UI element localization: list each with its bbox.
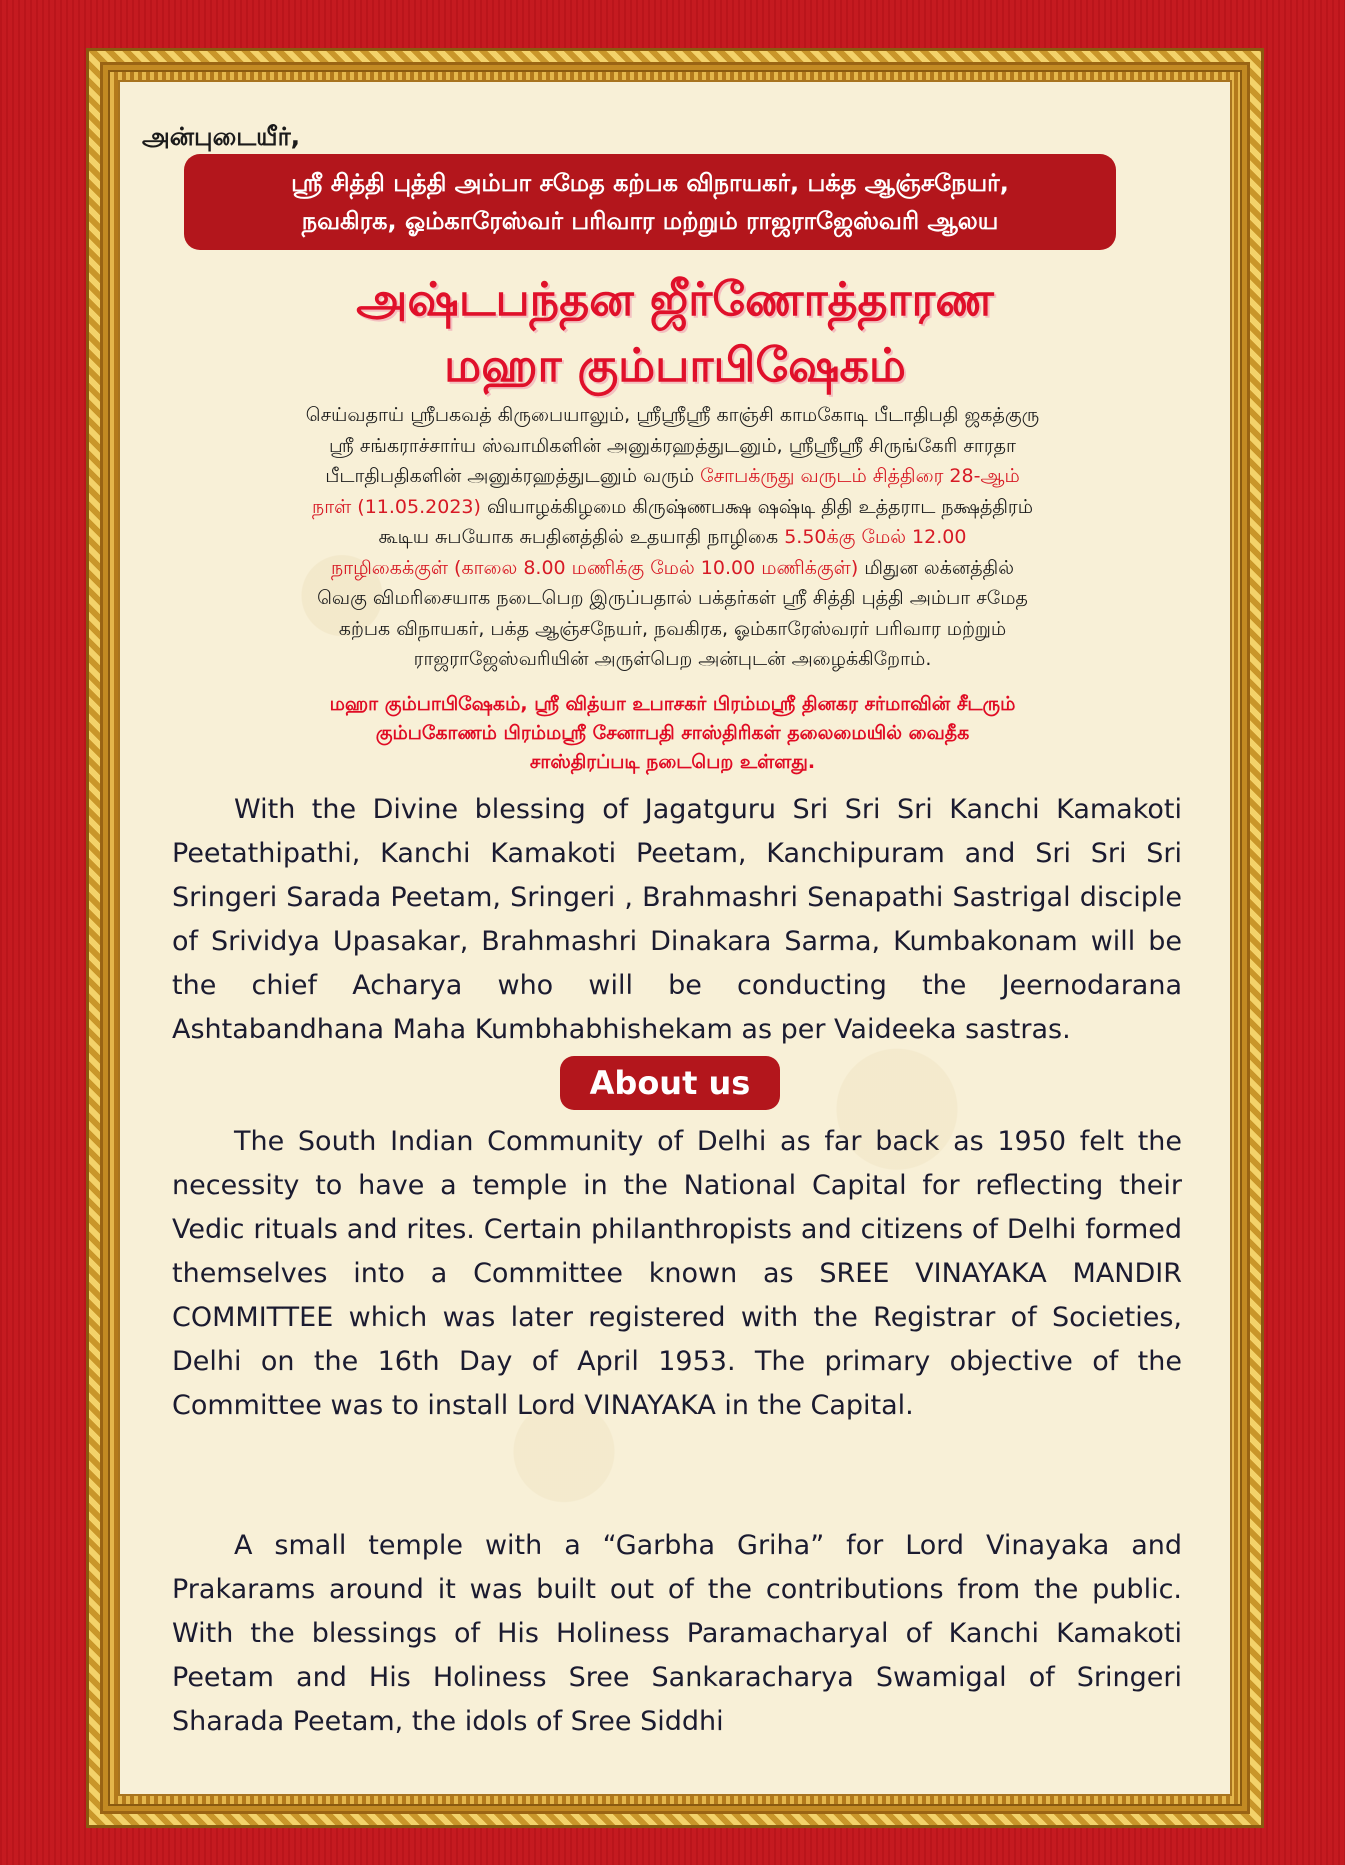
salutation: அன்புடையீர், xyxy=(142,122,301,151)
tamil-line xyxy=(190,644,1155,674)
acharya-notice-line: மஹா கும்பாபிஷேகம், ஸ்ரீ வித்யா உபாசகர் பிரம்மஸ்ரீ தினகர சர்மாவின் சீடரும் xyxy=(329,693,1016,715)
acharya-notice xyxy=(170,690,1175,777)
banner-line-1: ஸ்ரீ சித்தி புத்தி அம்பா சமேத கற்பக விநாயகர், பக்த ஆஞ்சநேயர், xyxy=(291,169,1009,197)
tamil-line-highlight: நாள் (11.05.2023) xyxy=(312,495,481,518)
tamil-line-text: கூடிய சுபயோக சுபதினத்தில் உதயாதி நாழிகை xyxy=(378,526,785,548)
acharya-notice-line: கும்பகோணம் பிரம்மஸ்ரீ சேனாபதி சாஸ்திரிகள் தலைமையில் வைதீக xyxy=(375,722,970,744)
tamil-line xyxy=(190,461,1155,491)
about-paragraph-2 xyxy=(172,1524,1182,1744)
acharya-notice-line: சாஸ்திரப்படி நடைபெற உள்ளது. xyxy=(529,751,816,773)
tamil-line-highlight: சோபக்ருது வருடம் சித்திரை 28-ஆம் xyxy=(700,465,1020,487)
tamil-line xyxy=(190,400,1155,430)
about-text-1: The South Indian Community of Delhi as far back as 1950 felt the necessity to have a temple in the National Capital for reflecting their Vedic rituals and rites. Certain philanthropists and citizens of Delhi formed themselves into a Committee known as SREE VINAYAKA MANDIR COMMITTEE which was later registered with the Registrar of Societies, Delhi on the 16th Day of April 1953. The primary objective of the Committee was to install Lord VINAYAKA in the Capital. xyxy=(172,1126,1182,1421)
english-blessing-paragraph xyxy=(172,788,1182,1052)
tamil-line-text: ராஜராஜேஸ்வரியின் அருள்பெற அன்புடன் அழைக்கிறோம். xyxy=(413,648,932,670)
english-blessing-text: With the Divine blessing of Jagatguru Sri Sri Sri Kanchi Kamakoti Peetathipathi, Kanchi Kamakoti Peetam, Kanchipuram and Sri Sri Sri Sringeri Sarada Peetam, Sringeri , Brahmashri Senapathi Sastrigal disciple of Srividya Upasakar, Brahmashri Dinakara Sarma, Kumbakonam will be the chief Acharya who will be conducting the Jeernodarana Ashtabandhana Maha Kumbhabhishekam as per Vaideeka sastras. xyxy=(172,794,1182,1045)
tamil-line-text: செய்வதாய் ஸ்ரீபகவத் கிருபையாலும், ஸ்ரீஸ்ரீஸ்ரீ காஞ்சி காமகோடி பீடாதிபதி ஜகத்குரு xyxy=(305,404,1040,426)
tamil-line xyxy=(190,431,1155,461)
about-text-2: A small temple with a “Garbha Griha” for Lord Vinayaka and Prakarams around it was built out of the contributions from the public. With the blessings of His Holiness Paramacharyal of Kanchi Kamakoti Peetam and His Holiness Sree Sankaracharya Swamigal of Sringeri Sharada Peetam, the idols of Sree Siddhi xyxy=(172,1530,1182,1737)
tamil-line-highlight: 5.50க்கு மேல் 12.00 xyxy=(784,526,967,548)
tamil-line xyxy=(190,583,1155,613)
tamil-line xyxy=(190,522,1155,552)
tamil-line-text: பீடாதிபதிகளின் அனுக்ரஹத்துடனும் வரும் xyxy=(325,465,701,487)
about-paragraph-1 xyxy=(172,1120,1182,1428)
tamil-line-highlight: நாழிகைக்குள் (காலை 8.00 மணிக்கு மேல் 10.00 மணிக்குள்) xyxy=(330,556,859,579)
about-us-heading: About us xyxy=(560,1056,780,1110)
tamil-line xyxy=(190,553,1155,583)
tamil-line-text: கற்பக விநாயகர், பக்த ஆஞ்சநேயர், நவகிரக, ஓம்காரேஸ்வரர் பரிவார மற்றும் xyxy=(338,617,1007,640)
event-title-line-1: அஷ்டபந்தன ஜீர்ணோத்தாரண xyxy=(356,272,994,326)
tamil-line-text: ஸ்ரீ சங்கராச்சார்ய ஸ்வாமிகளின் அனுக்ரஹத்துடனும், ஸ்ரீஸ்ரீஸ்ரீ சிருங்கேரி சாரதா xyxy=(329,434,1016,457)
tamil-line-text: வியாழக்கிழமை கிருஷ்ணபக்ஷ ஷஷ்டி திதி உத்தராட நக்ஷத்திரம் xyxy=(480,495,1033,518)
tamil-line-text: மிதுன லக்னத்தில் xyxy=(858,556,1014,579)
temple-name-banner xyxy=(184,154,1116,250)
event-title-line-2: மஹா கும்பாபிஷேகம் xyxy=(444,338,906,392)
tamil-line-text: வெகு விமரிசையாக நடைபெற இருப்பதால் பக்தர்கள் ஸ்ரீ சித்தி புத்தி அம்பா சமேத xyxy=(317,587,1028,609)
banner-line-2: நவகிரக, ஓம்காரேஸ்வர் பரிவார மற்றும் ராஜராஜேஸ்வரி ஆலய xyxy=(301,207,999,235)
tamil-line xyxy=(190,492,1155,522)
tamil-line xyxy=(190,614,1155,644)
